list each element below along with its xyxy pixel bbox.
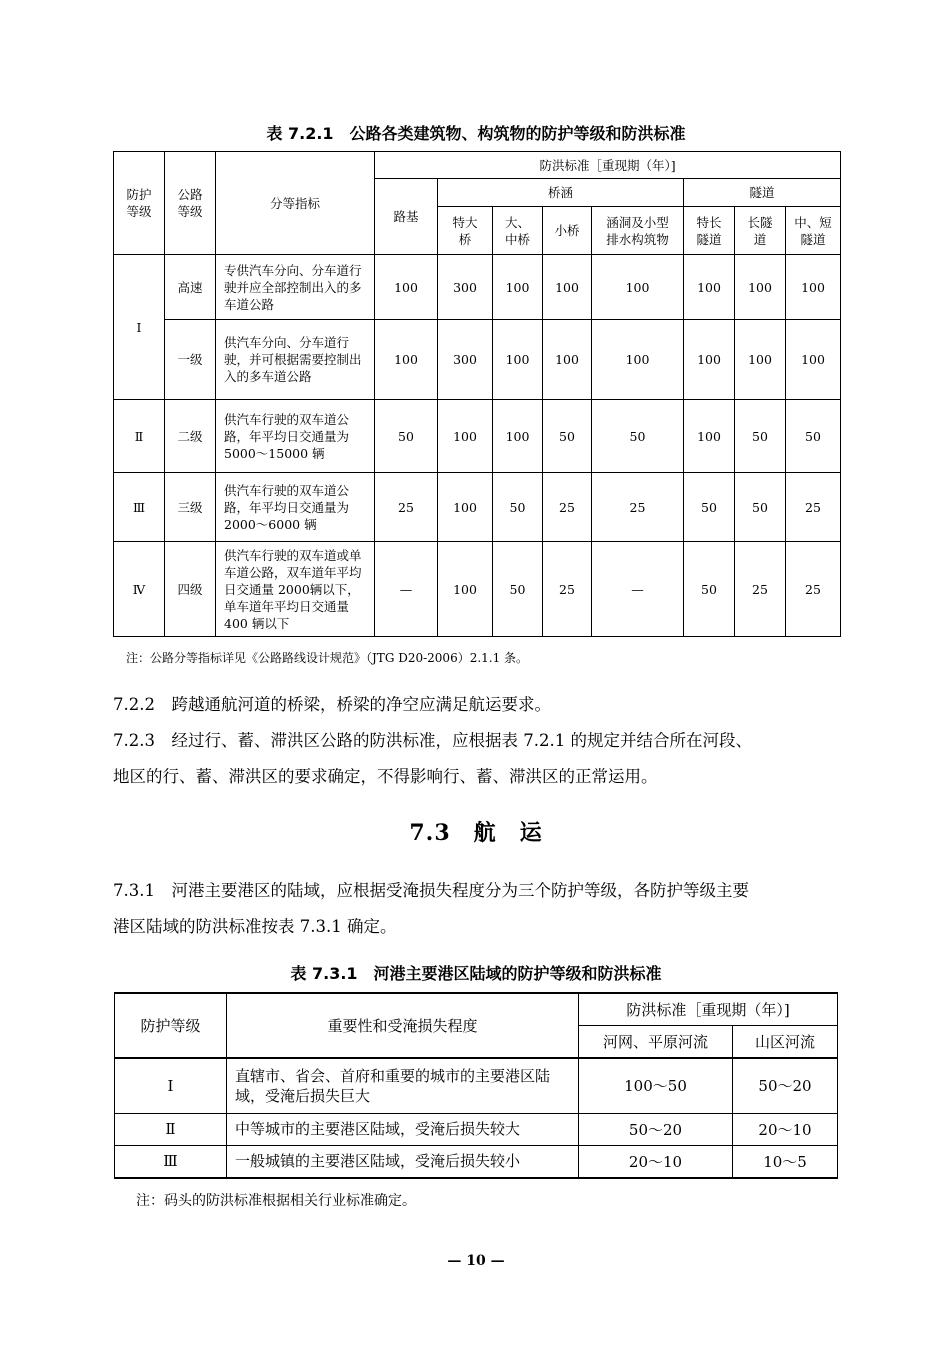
value-cell: 100 <box>493 320 543 400</box>
table2-note: 注：码头的防洪标准根据相关行业标准确定。 <box>136 1193 416 1209</box>
header-flood-standard: 防洪标准［重现期（年）] <box>579 993 838 1025</box>
paragraph-7-2-2: 7.2.2 跨越通航河道的桥梁，桥梁的净空应满足航运要求。 <box>113 695 551 714</box>
value-cell: 100 <box>735 255 786 320</box>
value-cell: 100 <box>438 473 493 542</box>
paragraph-7-3-1-line1: 7.3.1 河港主要港区的陆域，应根据受淹损失程度分为三个防护等级，各防护等级主要 <box>113 881 749 900</box>
value-cell: 100 <box>684 255 735 320</box>
protection-level-cell: Ⅱ <box>114 400 165 473</box>
value-cell: 100 <box>684 400 735 473</box>
mountain-river-cell: 10～5 <box>733 1145 838 1178</box>
plain-river-cell: 20～10 <box>579 1145 733 1178</box>
value-cell: 50 <box>493 542 543 637</box>
importance-cell: 中等城市的主要港区陆域，受淹后损失较大 <box>227 1113 579 1145</box>
value-cell: 100 <box>543 255 592 320</box>
mountain-river-cell: 50～20 <box>733 1058 838 1113</box>
value-cell: 100 <box>438 400 493 473</box>
road-class-cell: 高速 <box>165 255 216 320</box>
header-culvert: 涵洞及小型排水构筑物 <box>592 207 684 255</box>
value-cell: 100 <box>786 320 841 400</box>
index-cell: 供汽车行驶的双车道或单车道公路，双车道年平均日交通量 2000辆以下，单车道年平均日交通量 400 辆以下 <box>216 542 375 637</box>
header-flood-standard: 防洪标准［重现期（年）] <box>375 152 841 179</box>
section-title: 7.3 航 运 <box>409 820 543 846</box>
flood-standard-table-highway <box>113 151 841 637</box>
header-large-medium-bridge: 大、中桥 <box>493 207 543 255</box>
paragraph-7-2-3-line2: 地区的行、蓄、滞洪区的要求确定，不得影响行、蓄、滞洪区的正常运用。 <box>113 767 658 786</box>
mountain-river-cell: 20～10 <box>733 1113 838 1145</box>
value-cell: 100 <box>375 255 438 320</box>
value-cell: 50 <box>543 400 592 473</box>
header-importance: 重要性和受淹损失程度 <box>227 993 579 1058</box>
index-cell: 供汽车行驶的双车道公路，年平均日交通量为 2000～6000 辆 <box>216 473 375 542</box>
value-cell: 100 <box>493 400 543 473</box>
header-plain-river: 河网、平原河流 <box>579 1025 733 1058</box>
value-cell: 25 <box>592 473 684 542</box>
value-cell: 25 <box>735 542 786 637</box>
header-protection-level: 防护等级 <box>115 993 227 1058</box>
header-subgrade: 路基 <box>375 179 438 255</box>
value-cell: 100 <box>786 255 841 320</box>
value-cell: 100 <box>592 320 684 400</box>
flood-standard-table-port <box>114 992 838 1179</box>
table-row <box>114 542 841 637</box>
header-small-bridge: 小桥 <box>543 207 592 255</box>
plain-river-cell: 50～20 <box>579 1113 733 1145</box>
table-row <box>114 473 841 542</box>
protection-level-cell: Ⅰ <box>115 1058 227 1113</box>
header-medium-short-tunnel: 中、短隧道 <box>786 207 841 255</box>
value-cell: 100 <box>592 255 684 320</box>
value-cell: 100 <box>735 320 786 400</box>
protection-level-cell: Ⅲ <box>114 473 165 542</box>
header-road-class: 公路等级 <box>165 152 216 255</box>
table-row <box>114 400 841 473</box>
value-cell: 100 <box>375 320 438 400</box>
paragraph-7-2-3-line1: 7.2.3 经过行、蓄、滞洪区公路的防洪标准，应根据表 7.2.1 的规定并结合所在河段、 <box>113 731 752 750</box>
value-cell: 50 <box>786 400 841 473</box>
header-long-tunnel: 长隧道 <box>735 207 786 255</box>
road-class-cell: 一级 <box>165 320 216 400</box>
value-cell: 50 <box>493 473 543 542</box>
protection-level-cell: Ⅲ <box>115 1145 227 1178</box>
paragraph-7-3-1-line2: 港区陆域的防洪标准按表 7.3.1 确定。 <box>113 917 397 936</box>
protection-level-cell: Ⅰ <box>114 255 165 400</box>
value-cell: — <box>375 542 438 637</box>
value-cell: 50 <box>735 400 786 473</box>
value-cell: 25 <box>543 473 592 542</box>
value-cell: 50 <box>684 542 735 637</box>
table1-title: 表 7.2.1 公路各类建筑物、构筑物的防护等级和防洪标准 <box>266 124 686 143</box>
table-row <box>115 1113 838 1145</box>
value-cell: — <box>592 542 684 637</box>
index-cell: 供汽车行驶的双车道公路，年平均日交通量为 5000～15000 辆 <box>216 400 375 473</box>
table1-note: 注：公路分等指标详见《公路路线设计规范》（JTG D20-2006）2.1.1 条。 <box>126 651 529 665</box>
protection-level-cell: Ⅳ <box>114 542 165 637</box>
value-cell: 25 <box>543 542 592 637</box>
value-cell: 50 <box>735 473 786 542</box>
value-cell: 100 <box>493 255 543 320</box>
header-mountain-river: 山区河流 <box>733 1025 838 1058</box>
header-extra-large-bridge: 特大桥 <box>438 207 493 255</box>
index-cell: 专供汽车分向、分车道行驶并应全部控制出入的多车道公路 <box>216 255 375 320</box>
table2-title: 表 7.3.1 河港主要港区陆域的防护等级和防洪标准 <box>290 964 662 983</box>
importance-cell: 直辖市、省会、首府和重要的城市的主要港区陆域，受淹后损失巨大 <box>227 1058 579 1113</box>
table-row <box>114 320 841 400</box>
protection-level-cell: Ⅱ <box>115 1113 227 1145</box>
importance-cell: 一般城镇的主要港区陆域，受淹后损失较小 <box>227 1145 579 1178</box>
header-bridge: 桥涵 <box>438 179 684 207</box>
value-cell: 100 <box>543 320 592 400</box>
index-cell: 供汽车分向、分车道行驶，并可根据需要控制出入的多车道公路 <box>216 320 375 400</box>
value-cell: 300 <box>438 255 493 320</box>
table-row <box>114 255 841 320</box>
plain-river-cell: 100～50 <box>579 1058 733 1113</box>
value-cell: 100 <box>438 542 493 637</box>
value-cell: 50 <box>375 400 438 473</box>
header-index: 分等指标 <box>216 152 375 255</box>
value-cell: 300 <box>438 320 493 400</box>
value-cell: 50 <box>684 473 735 542</box>
road-class-cell: 四级 <box>165 542 216 637</box>
table-row <box>115 1058 838 1113</box>
value-cell: 25 <box>786 542 841 637</box>
header-extra-long-tunnel: 特长隧道 <box>684 207 735 255</box>
value-cell: 50 <box>592 400 684 473</box>
header-protection-level: 防护等级 <box>114 152 165 255</box>
table-row <box>115 1145 838 1178</box>
value-cell: 25 <box>375 473 438 542</box>
road-class-cell: 二级 <box>165 400 216 473</box>
value-cell: 25 <box>786 473 841 542</box>
page-number: — 10 — <box>447 1253 505 1269</box>
road-class-cell: 三级 <box>165 473 216 542</box>
header-tunnel: 隧道 <box>684 179 841 207</box>
value-cell: 100 <box>684 320 735 400</box>
